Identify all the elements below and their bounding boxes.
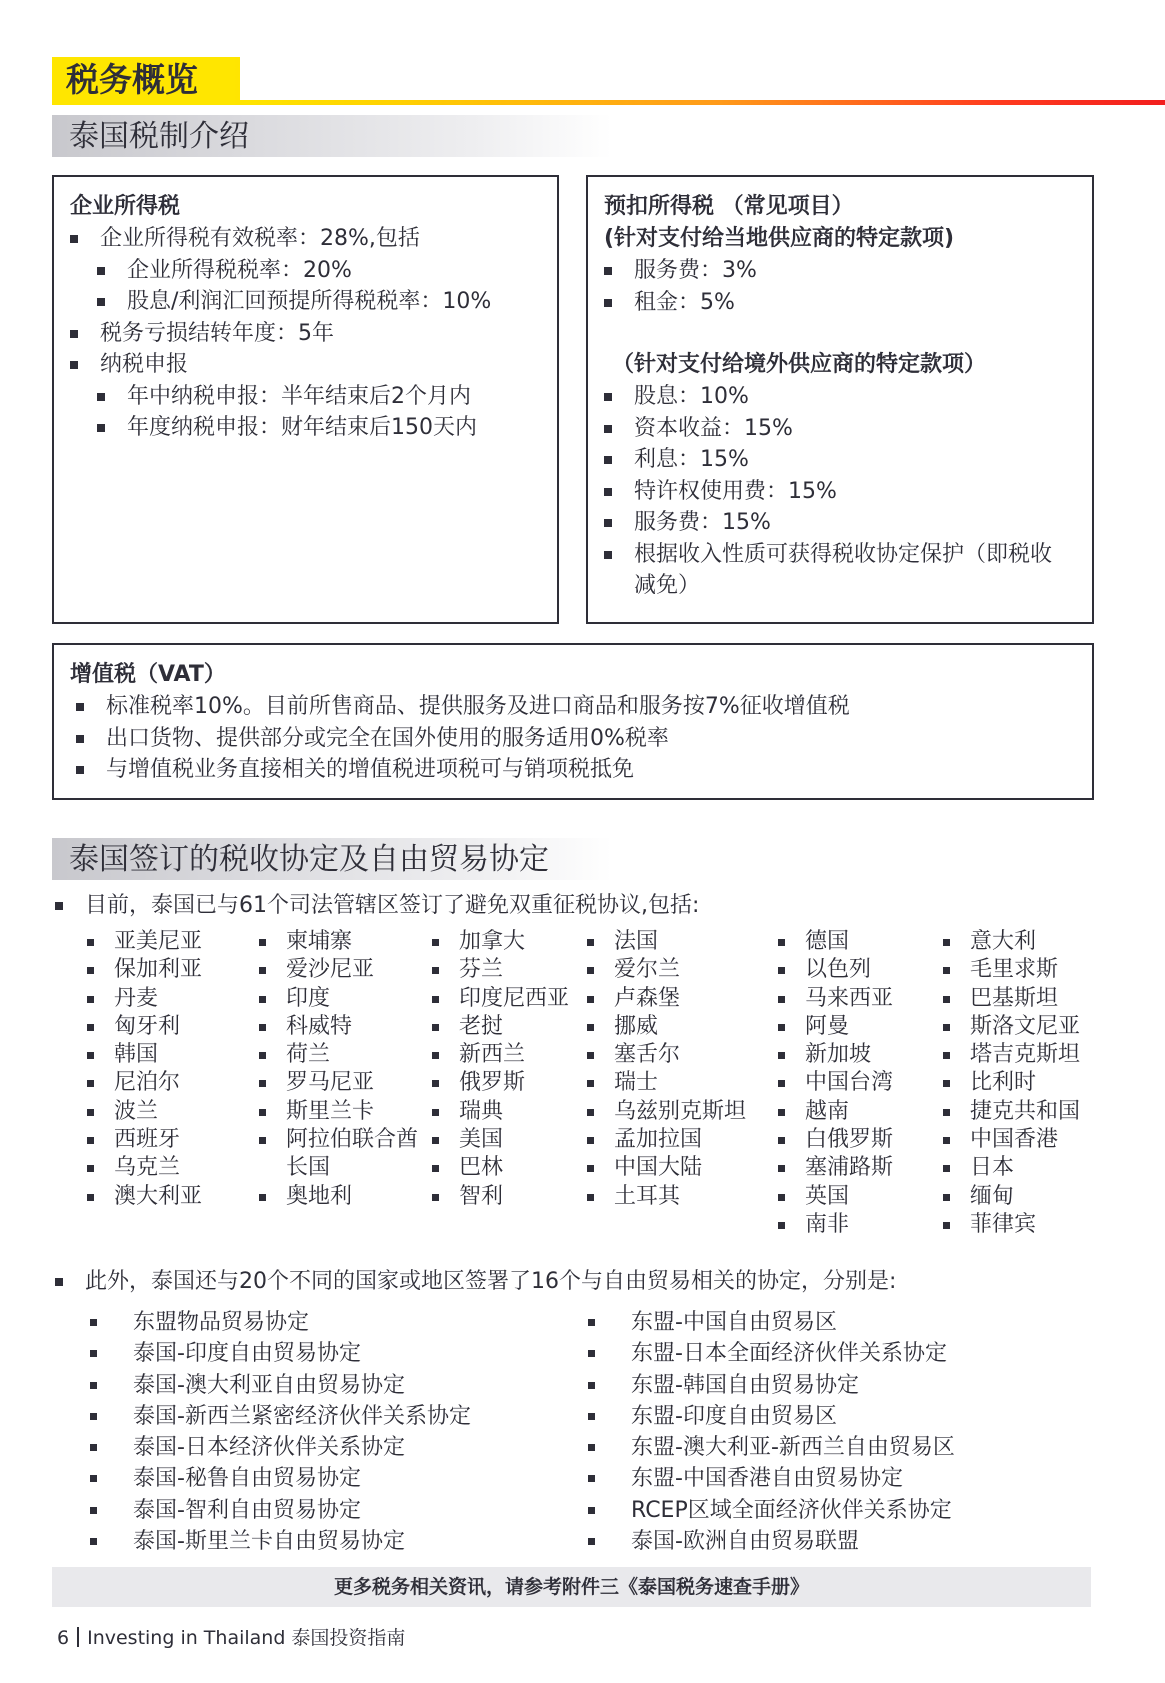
bullet-icon [259,996,266,1003]
list-item: 菲律宾 [943,1211,1080,1239]
bullet-icon [778,1109,785,1116]
bullet-icon [778,996,785,1003]
list-item: 印度尼西亚 [432,985,569,1013]
list-item: 股息/利润汇回预提所得税税率：10% [70,286,557,318]
treaty-intro [55,890,699,922]
list-item: 塞舌尔 [587,1041,746,1069]
list-item: 荷兰 [259,1041,418,1069]
list-item: 缅甸 [943,1183,1080,1211]
bullet-icon [587,1165,594,1172]
list-item: 以色列 [778,956,893,984]
bullet-icon [943,967,950,974]
list-item: 泰国-智利自由贸易协定 [90,1495,471,1526]
bullet-icon [432,1194,439,1201]
section-title: 泰国签订的税收协定及自由贸易协定 [69,842,549,877]
country-column-2 [259,928,418,1211]
bullet-icon [588,1413,595,1420]
list-item: 老挝 [432,1013,569,1041]
country-column-1 [87,928,202,1211]
publication-title: Investing in Thailand 泰国投资指南 [87,1627,406,1649]
bullet-icon [87,967,94,974]
list-item: 爱沙尼亚 [259,956,418,984]
list-item: 东盟-中国自由贸易区 [588,1307,955,1338]
bullet-icon [778,1222,785,1229]
bullet-icon [90,1444,97,1451]
bullet-icon [432,996,439,1003]
list-item: 税务亏损结转年度：5年 [70,318,557,350]
list-item: 利息：15% [604,444,1082,476]
list-item: 日本 [943,1154,1080,1182]
wht-title: 预扣所得税 （常见项目） [604,194,854,219]
list-item: 东盟-韩国自由贸易协定 [588,1370,955,1401]
bullet-icon [432,1052,439,1059]
list-item: 标准税率10%。目前所售商品、提供服务及进口商品和服务按7%征收增值税 [76,691,1092,723]
bullet-icon [259,967,266,974]
bullet-icon [778,967,785,974]
bullet-icon [432,1109,439,1116]
list-item: 东盟物品贸易协定 [90,1307,471,1338]
list-item: 根据收入性质可获得税收协定保护（即税收减免） [604,539,1059,602]
country-column-5 [778,928,893,1239]
list-item: 瑞典 [432,1098,569,1126]
bullet-icon [90,1507,97,1514]
vat-list [76,691,1092,786]
list-item: 匈牙利 [87,1013,202,1041]
list-item: 柬埔寨 [259,928,418,956]
list-item: 企业所得税税率：20% [70,255,557,287]
list-item: 丹麦 [87,985,202,1013]
section-header-tax-system [52,115,612,157]
list-item: 东盟-印度自由贸易区 [588,1401,955,1432]
list-item: 目前，泰国已与61个司法管辖区签订了避免双重征税协议,包括: [55,890,699,922]
list-item: 捷克共和国 [943,1098,1080,1126]
bullet-icon [587,1109,594,1116]
list-item: 此外，泰国还与20个不同的国家或地区签署了16个与自由贸易相关的协定，分别是: [55,1266,896,1298]
fta-list-left [90,1307,471,1557]
bullet-icon [432,1024,439,1031]
list-item: 塔吉克斯坦 [943,1041,1080,1069]
list-item: 卢森堡 [587,985,746,1013]
list-item: 中国香港 [943,1126,1080,1154]
country-column-6 [943,928,1080,1239]
bullet-icon [87,1080,94,1087]
wht-subtitle-foreign: （针对支付给境外供应商的特定款项） [612,352,987,377]
bullet-icon [778,1137,785,1144]
bullet-icon [87,1194,94,1201]
bullet-icon [90,1413,97,1420]
list-item: 与增值税业务直接相关的增值税进项税可与销项税抵免 [76,754,1092,786]
list-item: 意大利 [943,928,1080,956]
bullet-icon [90,1538,97,1545]
bullet-icon [778,1024,785,1031]
list-item: 泰国-新西兰紧密经济伙伴关系协定 [90,1401,471,1432]
list-item: 塞浦路斯 [778,1154,893,1182]
cit-box [52,175,559,624]
bullet-icon [259,1137,266,1144]
list-item: 巴林 [432,1154,569,1182]
bullet-icon [432,967,439,974]
list-item: 斯洛文尼亚 [943,1013,1080,1041]
list-item: 乌克兰 [87,1154,202,1182]
footer-note: 更多税务相关资讯，请参考附件三《泰国税务速查手册》 [52,1567,1091,1607]
list-item: 毛里求斯 [943,956,1080,984]
list-item: 新西兰 [432,1041,569,1069]
list-item: 白俄罗斯 [778,1126,893,1154]
list-item: 科威特 [259,1013,418,1041]
list-item: 泰国-欧洲自由贸易联盟 [588,1526,955,1557]
bullet-icon [587,939,594,946]
bullet-icon [943,1024,950,1031]
list-item: 东盟-日本全面经济伙伴关系协定 [588,1338,955,1369]
list-item: 土耳其 [587,1183,746,1211]
list-item: 波兰 [87,1098,202,1126]
list-item: 印度 [259,985,418,1013]
wht-box [586,175,1094,624]
list-item: 越南 [778,1098,893,1126]
list-item: RCEP区域全面经济伙伴关系协定 [588,1495,955,1526]
list-item: 出口货物、提供部分或完全在国外使用的服务适用0%税率 [76,723,1092,755]
page-footer [57,1624,405,1652]
list-item: 法国 [587,928,746,956]
bullet-icon [943,1165,950,1172]
bullet-icon [588,1507,595,1514]
page-number: 6 [57,1627,70,1649]
list-item: 东盟-中国香港自由贸易协定 [588,1463,955,1494]
bullet-icon [587,1052,594,1059]
bullet-icon [87,1052,94,1059]
bullet-icon [778,1052,785,1059]
list-item: 新加坡 [778,1041,893,1069]
list-item: 美国 [432,1126,569,1154]
bullet-icon [588,1382,595,1389]
bullet-icon [90,1382,97,1389]
list-item: 阿拉伯联合酋长国 [259,1126,418,1183]
bullet-icon [587,967,594,974]
vat-box [52,643,1094,800]
bullet-icon [259,1080,266,1087]
list-item: 中国台湾 [778,1069,893,1097]
list-item: 南非 [778,1211,893,1239]
list-item: 年中纳税申报：半年结束后2个月内 [70,381,557,413]
bullet-icon [943,996,950,1003]
country-column-4 [587,928,746,1211]
bullet-icon [432,1080,439,1087]
list-item: 加拿大 [432,928,569,956]
list-item: 马来西亚 [778,985,893,1013]
footer-divider [77,1627,79,1647]
list-item: 韩国 [87,1041,202,1069]
list-item: 泰国-秘鲁自由贸易协定 [90,1463,471,1494]
list-item: 罗马尼亚 [259,1069,418,1097]
bullet-icon [587,1194,594,1201]
bullet-icon [588,1538,595,1545]
list-item: 泰国-澳大利亚自由贸易协定 [90,1370,471,1401]
bullet-icon [587,1080,594,1087]
fta-intro [55,1266,896,1298]
bullet-icon [943,1109,950,1116]
bullet-icon [943,1137,950,1144]
bullet-icon [432,1165,439,1172]
list-item: 股息：10% [604,381,1082,413]
bullet-icon [943,1194,950,1201]
header-bar-mask [240,57,1165,100]
bullet-icon [778,1194,785,1201]
bullet-icon [778,939,785,946]
country-column-3 [432,928,569,1211]
bullet-icon [943,1052,950,1059]
list-item: 泰国-斯里兰卡自由贸易协定 [90,1526,471,1557]
bullet-icon [587,1024,594,1031]
bullet-icon [90,1475,97,1482]
bullet-icon [87,996,94,1003]
bullet-icon [432,1137,439,1144]
bullet-icon [259,1109,266,1116]
list-item: 智利 [432,1183,569,1211]
wht-local-list [604,255,1082,318]
list-item: 德国 [778,928,893,956]
list-item: 泰国-印度自由贸易协定 [90,1338,471,1369]
list-item: 俄罗斯 [432,1069,569,1097]
list-item: 资本收益：15% [604,413,1082,445]
list-item: 乌兹别克斯坦 [587,1098,746,1126]
bullet-icon [87,939,94,946]
list-item: 特许权使用费：15% [604,476,1082,508]
cit-title: 企业所得税 [70,194,181,219]
list-item: 尼泊尔 [87,1069,202,1097]
bullet-icon [87,1024,94,1031]
bullet-icon [588,1475,595,1482]
list-item: 爱尔兰 [587,956,746,984]
bullet-icon [778,1080,785,1087]
bullet-icon [943,939,950,946]
bullet-icon [87,1109,94,1116]
list-item: 年度纳税申报：财年结束后150天内 [70,412,557,444]
bullet-icon [778,1165,785,1172]
wht-foreign-list [604,381,1082,602]
list-item: 中国大陆 [587,1154,746,1182]
fta-list-right [588,1307,955,1557]
bullet-icon [587,996,594,1003]
bullet-icon [943,1222,950,1229]
list-item: 服务费：3% [604,255,1082,287]
wht-subtitle-local: (针对支付给当地供应商的特定款项) [604,226,955,251]
bullet-icon [587,1137,594,1144]
page-title: 税务概览 [66,60,198,99]
list-item: 服务费：15% [604,507,1082,539]
list-item: 孟加拉国 [587,1126,746,1154]
bullet-icon [259,1194,266,1201]
list-item: 西班牙 [87,1126,202,1154]
list-item: 奥地利 [259,1183,418,1211]
vat-title: 增值税（VAT） [70,662,226,687]
bullet-icon [259,939,266,946]
bullet-icon [588,1444,595,1451]
bullet-icon [432,939,439,946]
list-item: 企业所得税有效税率：28%,包括 [70,223,557,255]
list-item: 比利时 [943,1069,1080,1097]
list-item: 纳税申报 [70,349,557,381]
bullet-icon [87,1165,94,1172]
list-item: 泰国-日本经济伙伴关系协定 [90,1432,471,1463]
list-item: 保加利亚 [87,956,202,984]
list-item: 瑞士 [587,1069,746,1097]
section-header-treaties [52,838,612,880]
list-item: 东盟-澳大利亚-新西兰自由贸易区 [588,1432,955,1463]
list-item: 阿曼 [778,1013,893,1041]
bullet-icon [90,1319,97,1326]
bullet-icon [588,1350,595,1357]
bullet-icon [259,1052,266,1059]
cit-list [70,223,557,255]
list-item: 亚美尼亚 [87,928,202,956]
list-item: 斯里兰卡 [259,1098,418,1126]
list-item: 芬兰 [432,956,569,984]
bullet-icon [90,1350,97,1357]
bullet-icon [87,1137,94,1144]
list-item: 挪威 [587,1013,746,1041]
list-item: 巴基斯坦 [943,985,1080,1013]
list-item: 英国 [778,1183,893,1211]
bullet-icon [259,1024,266,1031]
list-item: 澳大利亚 [87,1183,202,1211]
bullet-icon [943,1080,950,1087]
list-item: 租金：5% [604,287,1082,319]
bullet-icon [588,1319,595,1326]
section-title: 泰国税制介绍 [69,119,249,154]
